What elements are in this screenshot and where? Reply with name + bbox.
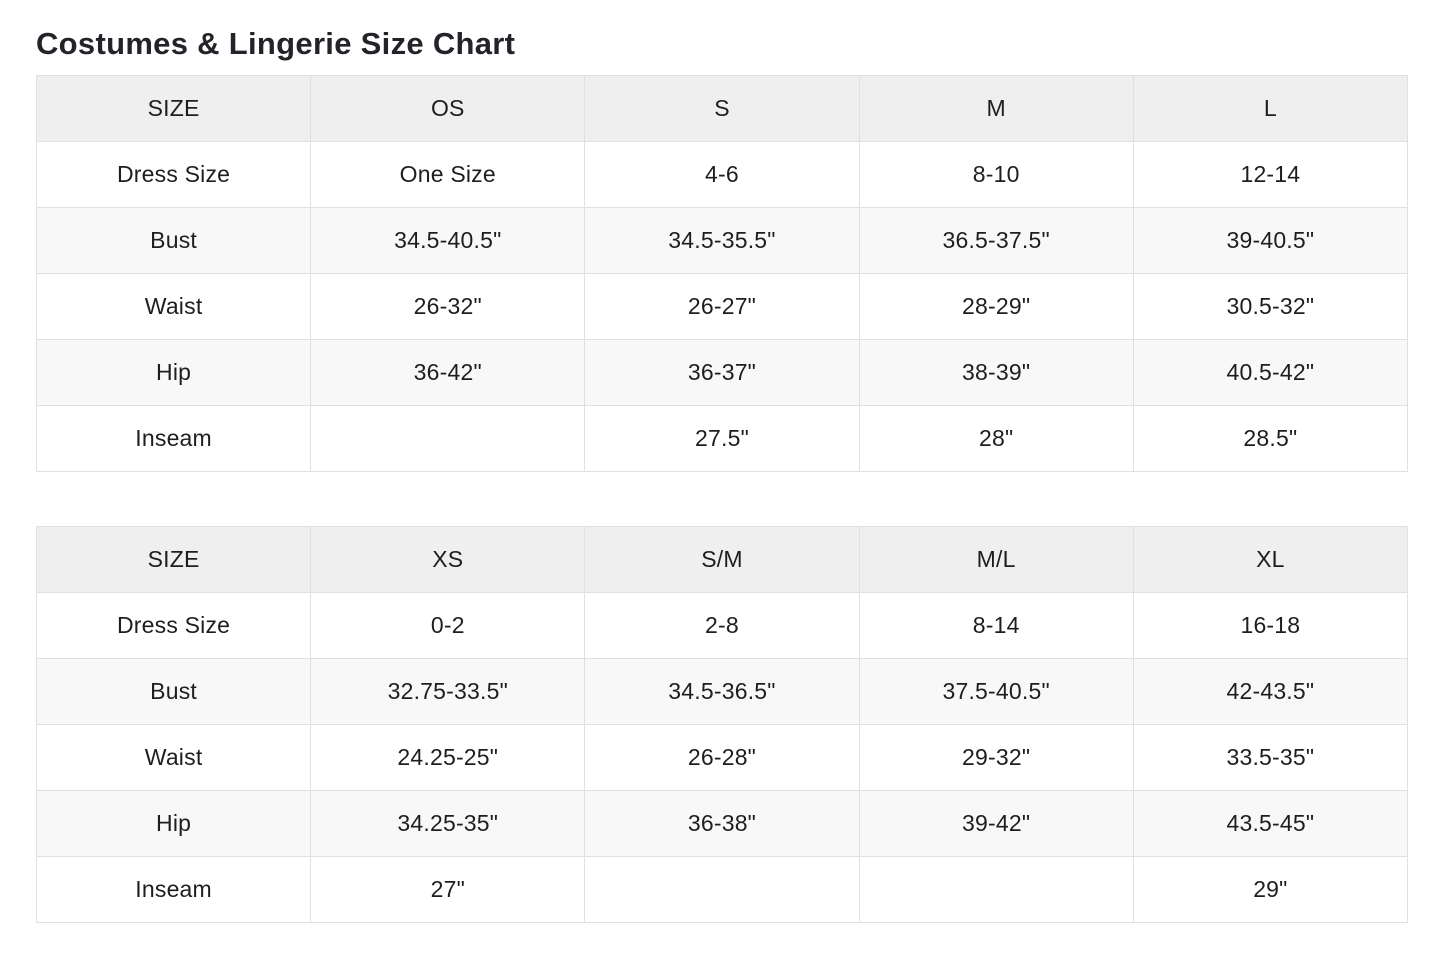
table-cell: 0-2: [311, 593, 585, 659]
table-cell: 16-18: [1133, 593, 1407, 659]
table-spacer: [36, 472, 1408, 526]
row-label: Waist: [37, 274, 311, 340]
table-cell: 43.5-45": [1133, 791, 1407, 857]
size-chart-table-xs-sm-ml-xl: [36, 526, 1408, 923]
table-cell: 28-29": [859, 274, 1133, 340]
table-cell: 36.5-37.5": [859, 208, 1133, 274]
header-row: [37, 76, 1408, 142]
table-cell: 39-40.5": [1133, 208, 1407, 274]
table-row-dress-size: [37, 593, 1408, 659]
row-label: Hip: [37, 340, 311, 406]
row-label: Bust: [37, 659, 311, 725]
column-header-l: L: [1133, 76, 1407, 142]
table-row-waist: [37, 725, 1408, 791]
column-header-xl: XL: [1133, 527, 1407, 593]
header-row: [37, 527, 1408, 593]
table-cell: 26-27": [585, 274, 859, 340]
size-chart-table-os-s-m-l: [36, 75, 1408, 472]
table-row-hip: [37, 791, 1408, 857]
table-cell: 38-39": [859, 340, 1133, 406]
table-cell: 34.25-35": [311, 791, 585, 857]
row-label: Inseam: [37, 857, 311, 923]
table-cell: 34.5-40.5": [311, 208, 585, 274]
table-cell: [859, 857, 1133, 923]
table-cell: 27": [311, 857, 585, 923]
page-title: Costumes & Lingerie Size Chart: [36, 26, 516, 61]
table-cell: 30.5-32": [1133, 274, 1407, 340]
row-label: Dress Size: [37, 142, 311, 208]
table-cell: 28.5": [1133, 406, 1407, 472]
table-cell: 33.5-35": [1133, 725, 1407, 791]
row-label: Bust: [37, 208, 311, 274]
table-cell: One Size: [311, 142, 585, 208]
table-row-hip: [37, 340, 1408, 406]
column-header-xs: XS: [311, 527, 585, 593]
table-cell: 39-42": [859, 791, 1133, 857]
table-cell: [311, 406, 585, 472]
table-cell: 28": [859, 406, 1133, 472]
column-header-m: M: [859, 76, 1133, 142]
table-cell: 8-14: [859, 593, 1133, 659]
table-cell: 2-8: [585, 593, 859, 659]
column-header-s: S: [585, 76, 859, 142]
table-cell: 24.25-25": [311, 725, 585, 791]
table-cell: 34.5-35.5": [585, 208, 859, 274]
row-label: Hip: [37, 791, 311, 857]
table-cell: 36-38": [585, 791, 859, 857]
table-cell: 40.5-42": [1133, 340, 1407, 406]
table-cell: 29": [1133, 857, 1407, 923]
table-cell: 29-32": [859, 725, 1133, 791]
table-cell: 8-10: [859, 142, 1133, 208]
table-cell: 4-6: [585, 142, 859, 208]
table-cell: 32.75-33.5": [311, 659, 585, 725]
table-cell: 34.5-36.5": [585, 659, 859, 725]
column-header-size: SIZE: [37, 527, 311, 593]
table-cell: 12-14: [1133, 142, 1407, 208]
table-cell: 26-32": [311, 274, 585, 340]
table-row-inseam: [37, 857, 1408, 923]
table-cell: 42-43.5": [1133, 659, 1407, 725]
column-header-ml: M/L: [859, 527, 1133, 593]
table-cell: 37.5-40.5": [859, 659, 1133, 725]
table-cell: 36-37": [585, 340, 859, 406]
row-label: Dress Size: [37, 593, 311, 659]
column-header-size: SIZE: [37, 76, 311, 142]
table-row-bust: [37, 208, 1408, 274]
table-cell: 26-28": [585, 725, 859, 791]
table-row-bust: [37, 659, 1408, 725]
column-header-sm: S/M: [585, 527, 859, 593]
table-cell: 27.5": [585, 406, 859, 472]
row-label: Waist: [37, 725, 311, 791]
row-label: Inseam: [37, 406, 311, 472]
table-cell: [585, 857, 859, 923]
table-row-inseam: [37, 406, 1408, 472]
table-row-dress-size: [37, 142, 1408, 208]
table-row-waist: [37, 274, 1408, 340]
column-header-os: OS: [311, 76, 585, 142]
table-cell: 36-42": [311, 340, 585, 406]
